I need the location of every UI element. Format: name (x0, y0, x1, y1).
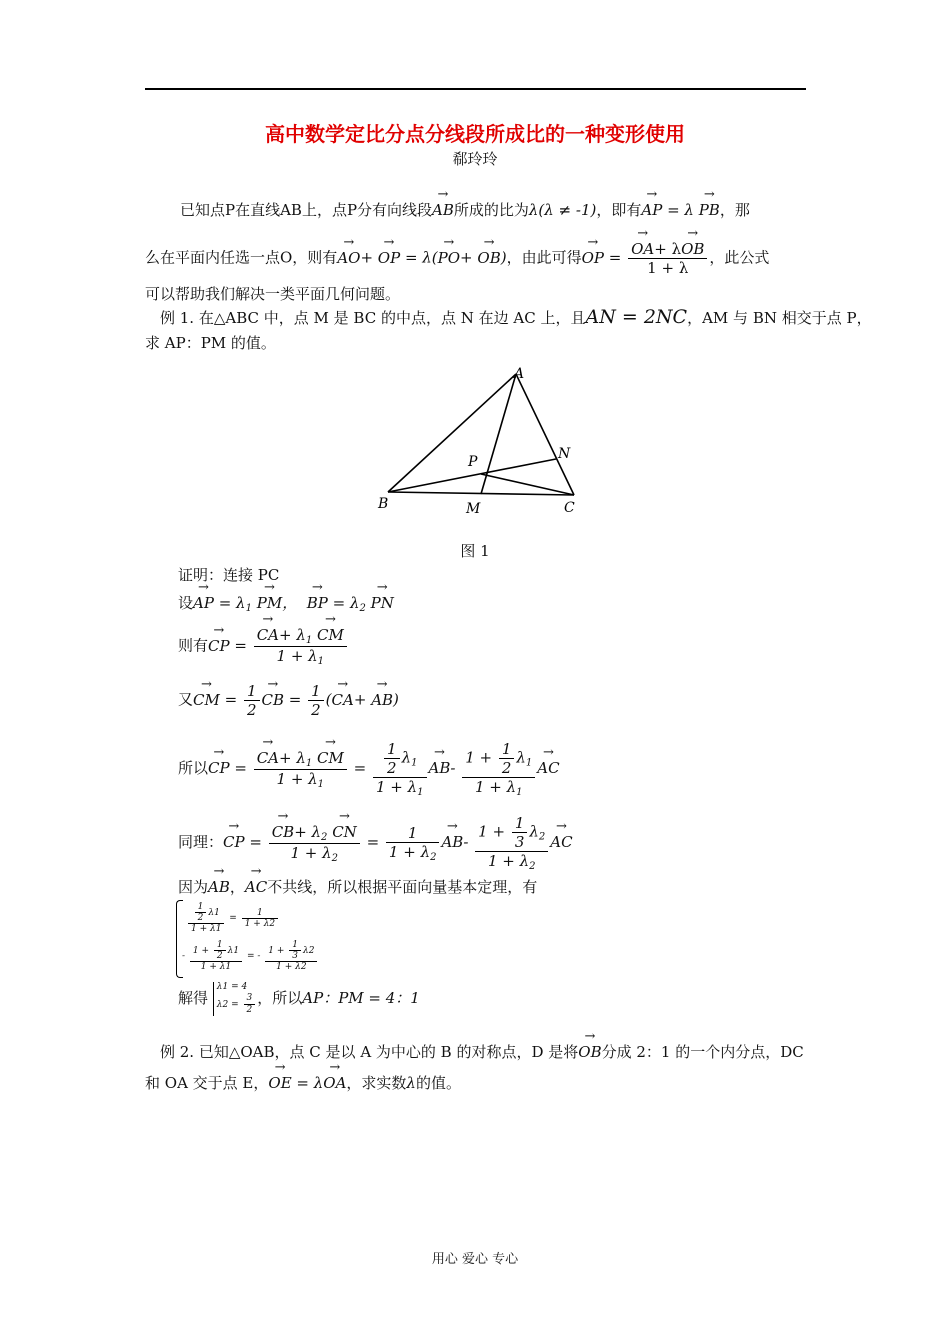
proof-line-1: 证明：连接 PC (178, 566, 280, 584)
label-b: B (378, 496, 389, 512)
proof-line-6: 同理：→ CP = → $\frac{CB+ \lambda_2 \to CN}{1 + \lambda_2}$ = $\frac{1}{1 + \lambda_2}$ → AB- 1 + $\frac{1}{3}$ $\lambda_2$ $1 + \lambda_2$ → AC (178, 814, 573, 872)
example-1-line-1: 例 1. 在△ABC 中，点 M 是 BC 的中点，点 N 在边 AC 上，且AN = 2NC，AM 与 BN 相交于点 P， (160, 306, 872, 328)
page-footer: 用心 爱心 专心 (431, 1252, 519, 1267)
intro-line-2: 么在平面内任选一点O，则有→ AO+ → OP = λ(→ PO+ → OB)，由此可得→ OP = → $\frac{OA+ \lambda\to OB}{1 + \lambda}$ ，此公式 (145, 240, 769, 277)
edge-ac (516, 374, 574, 495)
label-n: N (558, 446, 571, 462)
proof-line-4: 又→ CM = $\frac{1}{2}$ → CB = $\frac{1}{2}$ (→ CA+ → AB) (178, 682, 399, 719)
intro-line-3: 可以帮助我们解决一类平面几何问题。 (145, 285, 401, 303)
label-a: A (514, 366, 525, 382)
segment-pc (481, 474, 574, 495)
page-title: 高中数学定比分点分线段所成比的一种变形使用 (265, 122, 685, 146)
author: 郗玲玲 (452, 150, 498, 168)
label-m: M (466, 501, 481, 517)
proof-line-3: 则有→ CP = → $\frac{CA+ \lambda_1 \to CM}{1 + \lambda_1}$ (178, 626, 349, 667)
example-1-line-2: 求 AP：PM 的值。 (145, 334, 276, 352)
proof-line-5: 所以→ CP = → $\frac{CA+ \lambda_1 \to CM}{1 + \lambda_1}$ = $\frac{1}{2}$ $\lambda_1$ $1 + \lambda_1$ → AB- 1 + $\frac{1}{2}$ $\lambda_1$ $1 + \lambda_1$ → AC (178, 740, 560, 798)
header-rule (145, 88, 806, 90)
intro-line-1: 已知点P在直线AB上，点P分有向线段→ AB所成的比为λ(λ ≠ -1)，即有→ AP = λ → PB，那 (180, 199, 750, 220)
label-c: C (564, 500, 575, 516)
edge-ab (388, 374, 516, 492)
proof-line-8: 解得 λ1 = 4 λ2 = $\frac{3}{2}$ ，所以AP：PM = 4：1 (178, 982, 420, 1015)
triangle-figure (376, 362, 586, 522)
figure-caption: 图 1 (460, 542, 490, 560)
label-p: P (468, 454, 478, 470)
proof-line-2: 设→ AP = $\lambda_1$ → PM， → BP = $\lambda_2$ → PN (178, 592, 394, 614)
proof-line-7: 因为→ AB，→ AC不共线，所以根据平面向量基本定理，有 (178, 876, 537, 897)
example-2-line-1: 例 2. 已知△OAB，点 C 是以 A 为中心的 B 的对称点，D 是将→ OB分成 2：1 的一个内分点，DC (160, 1041, 804, 1062)
example-2-line-2: 和 OA 交于点 E，→ OE = λ→ OA，求实数λ的值。 (145, 1072, 461, 1093)
